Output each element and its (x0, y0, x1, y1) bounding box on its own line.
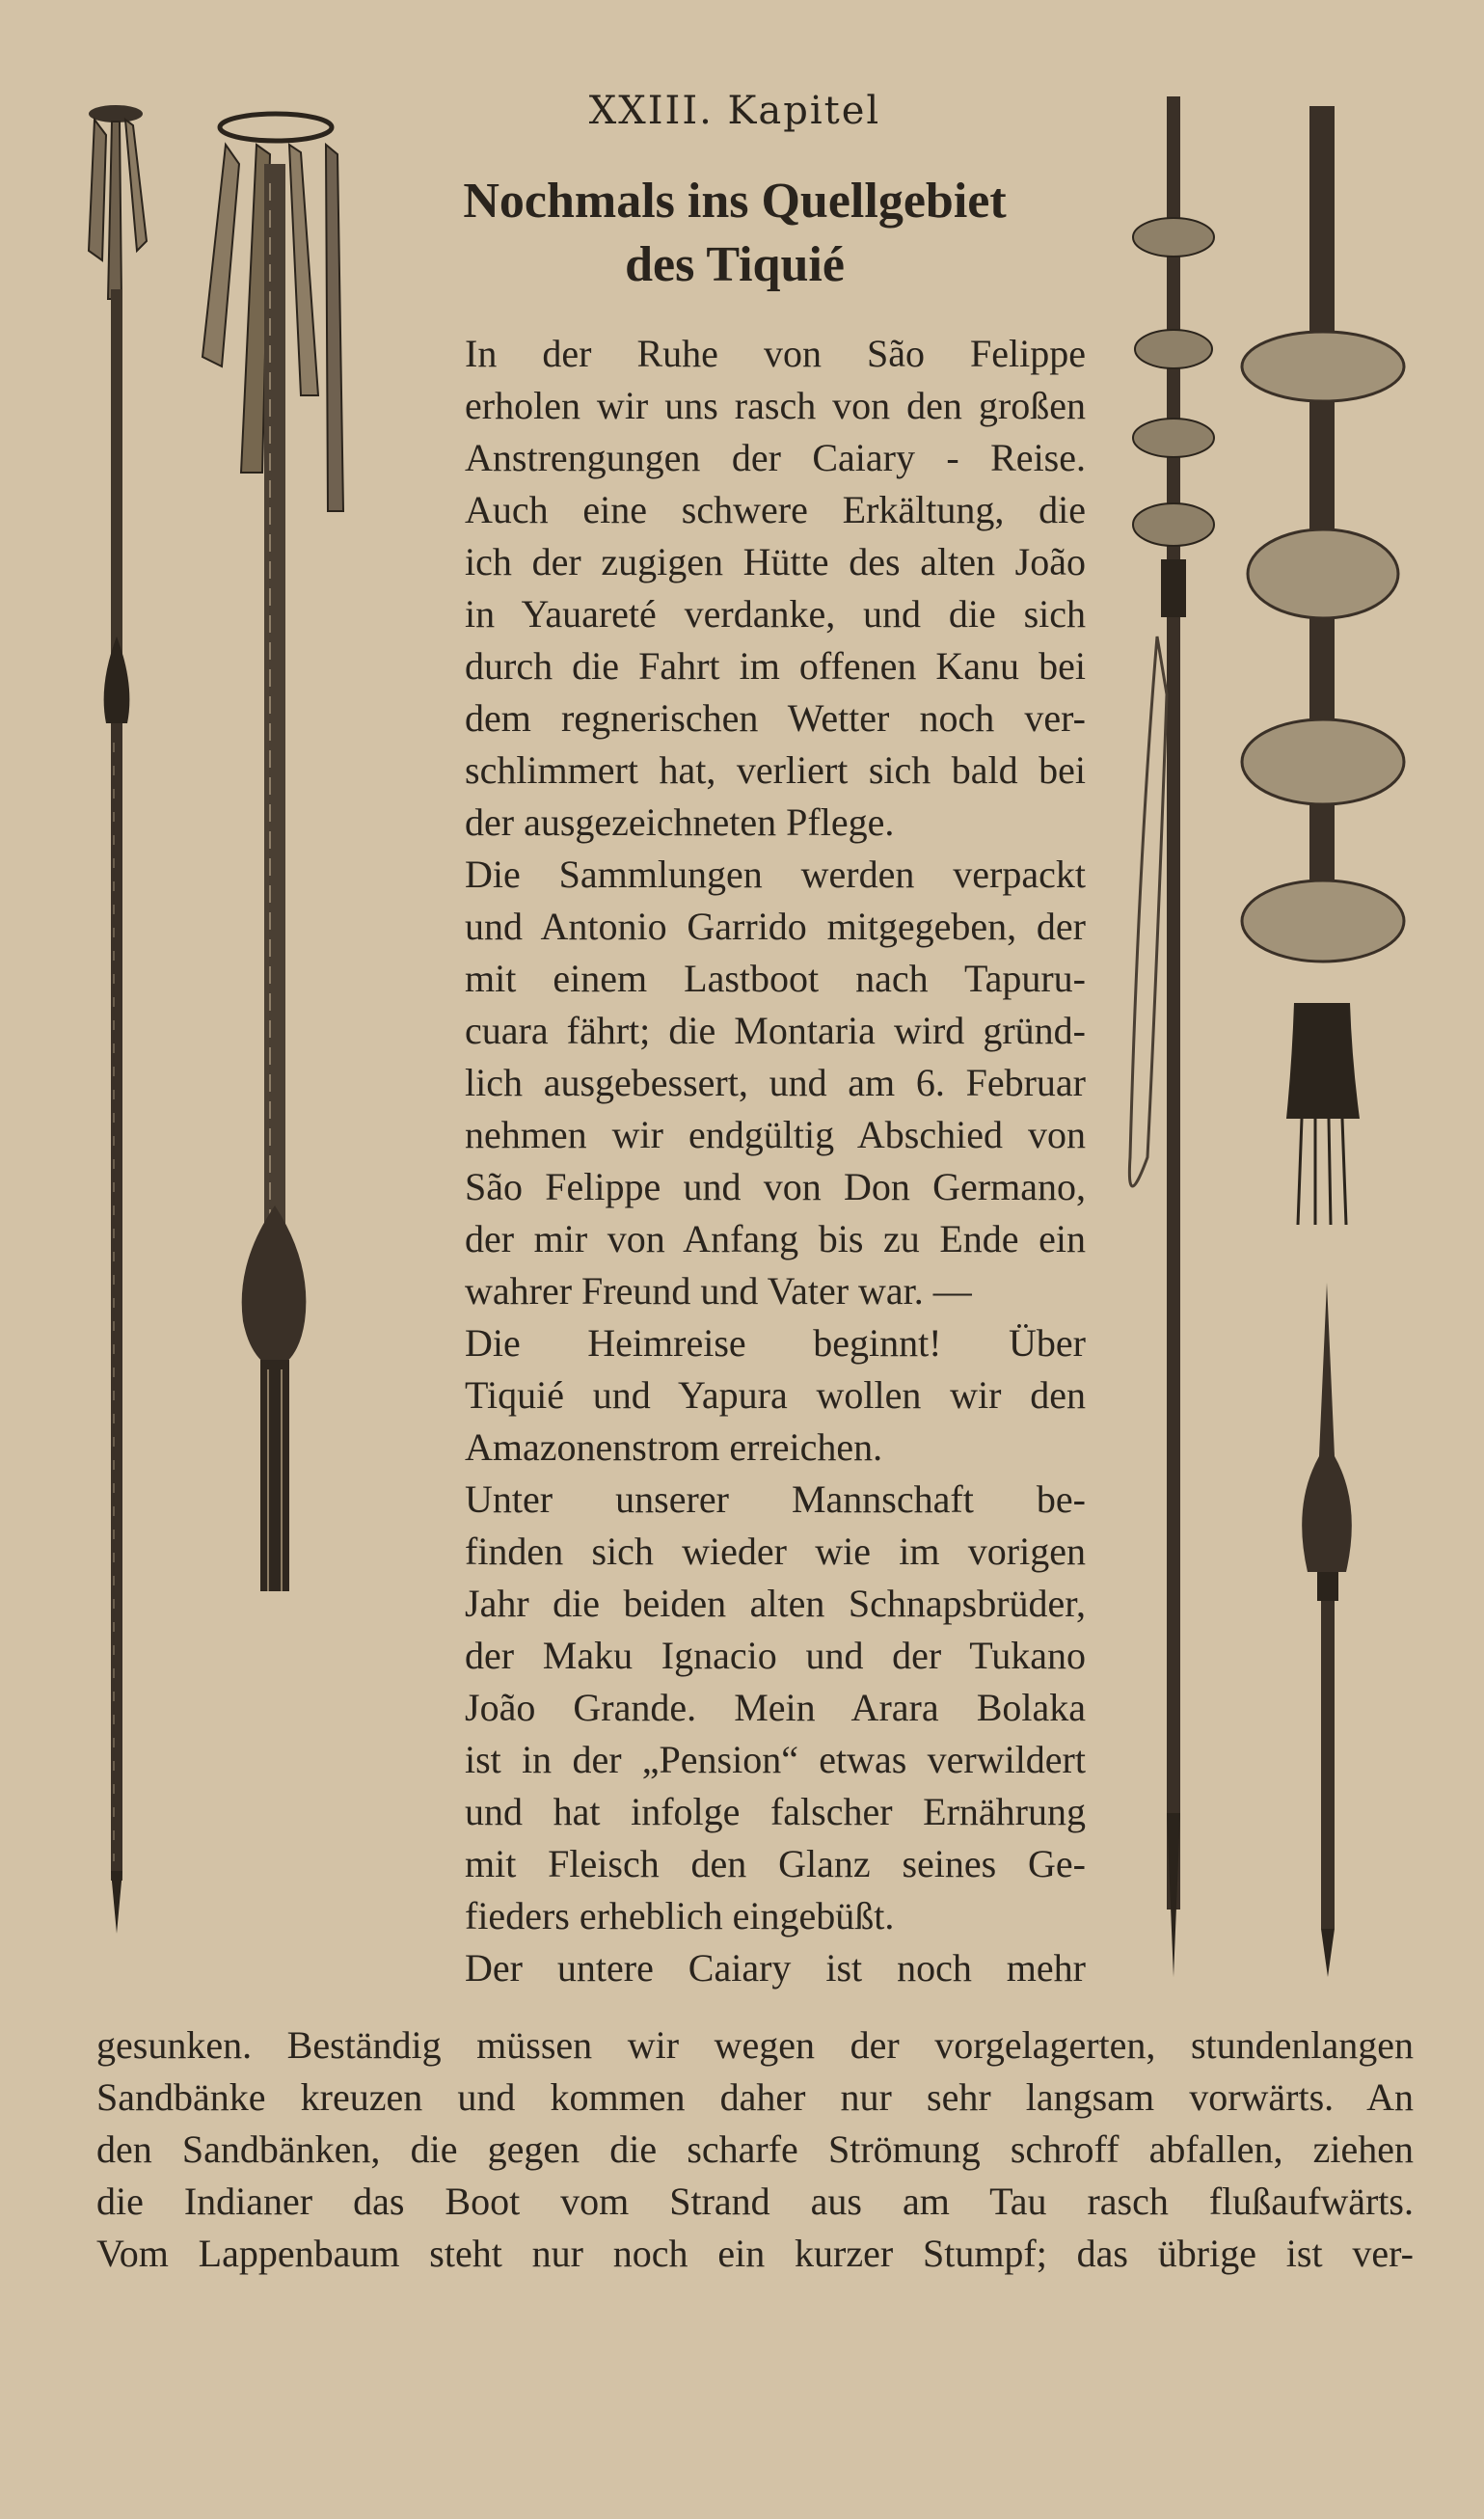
text-line: Auch eine schwere Erkältung, die (465, 488, 1086, 531)
text-line: Sandbänke kreuzen und kommen daher nur sehr langsam vorwärts. An (96, 2075, 1414, 2119)
feathered-staff-left-illustration (77, 96, 164, 1948)
fur-ring-staff-far-right-illustration (1234, 96, 1408, 1234)
text-line: Vom Lappenbaum steht nur noch ein kurzer Stumpf; das übrige ist ver- (96, 2232, 1414, 2275)
paragraph-4 (399, 1474, 1086, 1942)
text-line: der Maku Ignacio und der Tukano (465, 1634, 1086, 1677)
text-line: gesunken. Beständig müssen wir wegen der vorgelagerten, stundenlangen (96, 2023, 1414, 2067)
text-line: die Indianer das Boot vom Strand aus am Tau rasch flußaufwärts. (96, 2180, 1414, 2223)
text-line: mit einem Lastboot nach Tapuru- (465, 957, 1086, 1000)
chapter-title (397, 170, 1072, 297)
text-line: fieders erheblich eingebüßt. (465, 1894, 895, 1937)
text-line: Anstrengungen der Caiary - Reise. (465, 436, 1086, 479)
text-line: Die Sammlungen werden verpackt (465, 853, 1086, 896)
text-line: Der untere Caiary ist noch mehr (465, 1946, 1086, 1990)
tufted-staff-right-illustration (1119, 96, 1234, 1987)
text-line: ist in der „Pension“ etwas verwildert (465, 1738, 1086, 1781)
chapter-title-line-1: Nochmals ins Quellgebiet (463, 174, 1007, 229)
text-line: erholen wir uns rasch von den großen (465, 384, 1086, 427)
paragraph-5-start (399, 1942, 1086, 1994)
text-line: und Antonio Garrido mitgegeben, der (465, 905, 1086, 948)
text-line: cuara fährt; die Montaria wird gründ- (465, 1009, 1086, 1052)
paragraph-5-continued (96, 2019, 1414, 2280)
text-line: schlimmert hat, verliert sich bald bei (465, 748, 1086, 792)
text-line: João Grande. Mein Arara Bolaka (465, 1686, 1086, 1729)
text-line: ich der zugigen Hütte des alten João (465, 540, 1086, 583)
text-line: Die Heimreise beginnt! Über (465, 1321, 1086, 1365)
feathered-staff-center-left-illustration (193, 106, 357, 1611)
paragraph-2 (399, 849, 1086, 1317)
text-line: In der Ruhe von São Felippe (465, 332, 1086, 375)
text-line: Amazonenstrom erreichen. (465, 1425, 883, 1469)
text-line: Tiquié und Yapura wollen wir den (465, 1373, 1086, 1417)
text-line: lich ausgebessert, und am 6. Februar (465, 1061, 1086, 1104)
text-line: finden sich wieder wie im vorigen (465, 1530, 1086, 1573)
paragraph-1 (399, 328, 1086, 849)
text-line: nehmen wir endgültig Abschied von (465, 1113, 1086, 1156)
text-line: São Felippe und von Don Germano, (465, 1165, 1086, 1208)
chapter-title-line-2: des Tiquié (625, 237, 845, 292)
column-text (399, 328, 1086, 1994)
text-line: den Sandbänken, die gegen die scharfe Strömung schroff abfallen, ziehen (96, 2127, 1414, 2171)
text-line: wahrer Freund und Vater war. — (465, 1269, 972, 1313)
text-line: Unter unserer Mannschaft be- (465, 1477, 1086, 1521)
text-line: und hat infolge falscher Ernährung (465, 1790, 1086, 1833)
text-line: der ausgezeichneten Pflege. (465, 800, 895, 844)
text-line: in Yauareté verdanke, und die sich (465, 592, 1086, 636)
club-head-far-right-illustration (1273, 1283, 1389, 1977)
text-line: der mir von Anfang bis zu Ende ein (465, 1217, 1086, 1260)
text-line: durch die Fahrt im offenen Kanu bei (465, 644, 1086, 688)
full-width-text (96, 2019, 1414, 2280)
paragraph-3 (399, 1317, 1086, 1474)
text-line: mit Fleisch den Glanz seines Ge- (465, 1842, 1086, 1885)
text-line: dem regnerischen Wetter noch ver- (465, 696, 1086, 740)
text-line: Jahr die beiden alten Schnapsbrüder, (465, 1582, 1086, 1625)
chapter-header: XXIII. Kapitel (588, 89, 881, 133)
